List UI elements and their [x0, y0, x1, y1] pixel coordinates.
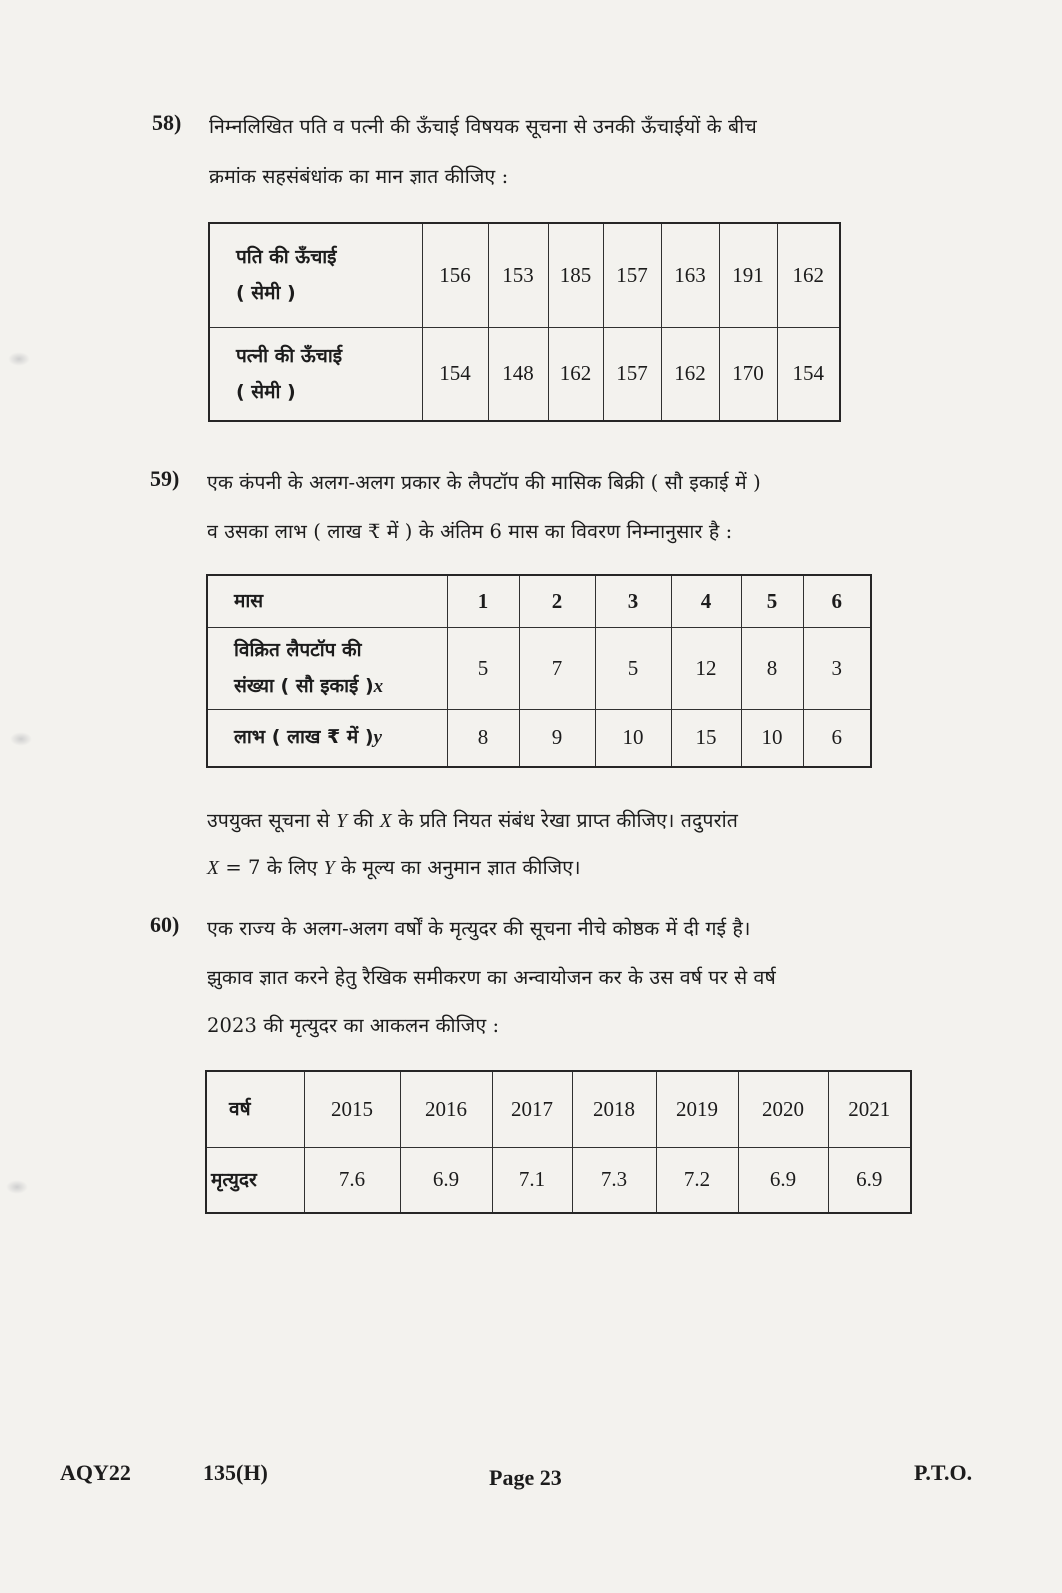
- laptop-sales-table: [206, 574, 872, 768]
- table-cell: 156: [422, 223, 488, 327]
- question-58-number: 58): [152, 110, 182, 135]
- text-segment: के प्रति नियत संबंध रेखा प्राप्त कीजिए। तदुपरांत: [391, 809, 738, 832]
- x-variable: x: [373, 675, 384, 697]
- x-variable: X: [379, 811, 392, 832]
- husband-height-label-unit: ( सेमी ): [236, 282, 296, 305]
- question-58-text-line2: क्रमांक सहसंबंधांक का मान ज्ञात कीजिए :: [209, 165, 509, 188]
- table-cell: 153: [488, 223, 548, 327]
- table-cell: 157: [603, 327, 661, 421]
- question-59-text-line2: व उसका लाभ ( लाख ₹ में ) के अंतिम 6 मास का विवरण निम्नानुसार है :: [207, 520, 733, 543]
- table-cell: 162: [661, 327, 719, 421]
- husband-height-row: [209, 223, 840, 327]
- x-variable: X: [207, 858, 220, 879]
- year-cell: 2021: [828, 1071, 911, 1147]
- month-cell: 1: [447, 575, 519, 627]
- laptops-sold-label-line1: विक्रित लैपटॉप की: [234, 638, 362, 661]
- year-row: [206, 1071, 911, 1147]
- wife-height-label-unit: ( सेमी ): [236, 380, 296, 403]
- table-cell: 5: [595, 627, 671, 709]
- year-label: वर्ष: [206, 1071, 304, 1147]
- table-cell: 154: [422, 327, 488, 421]
- pto-label: P.T.O.: [914, 1460, 973, 1485]
- rate-cell: 7.2: [656, 1147, 738, 1213]
- table-cell: 6: [803, 709, 871, 767]
- paper-code: AQY22: [60, 1460, 131, 1485]
- question-59-number: 59): [150, 466, 180, 491]
- month-cell: 2: [519, 575, 595, 627]
- table-cell: 10: [595, 709, 671, 767]
- table-cell: 3: [803, 627, 871, 709]
- year-cell: 2017: [492, 1071, 572, 1147]
- husband-height-label: [209, 223, 422, 327]
- table-cell: 148: [488, 327, 548, 421]
- table-cell: 12: [671, 627, 741, 709]
- table-cell: 5: [447, 627, 519, 709]
- table-cell: 15: [671, 709, 741, 767]
- rate-cell: 6.9: [738, 1147, 828, 1213]
- question-58-text-line1: निम्नलिखित पति व पत्नी की ऊँचाई विषयक सूचना से उनकी ऊँचाईयों के बीच: [209, 115, 757, 138]
- table-cell: 154: [777, 327, 840, 421]
- month-cell: 6: [803, 575, 871, 627]
- text-segment: = 7 के लिए: [219, 856, 324, 879]
- rate-cell: 7.6: [304, 1147, 400, 1213]
- month-row: [207, 575, 871, 627]
- table-cell: 185: [548, 223, 603, 327]
- year-cell: 2016: [400, 1071, 492, 1147]
- profit-row: [207, 709, 871, 767]
- profit-label: [207, 709, 447, 767]
- rate-cell: 7.3: [572, 1147, 656, 1213]
- wife-height-label: [209, 327, 422, 421]
- year-cell: 2015: [304, 1071, 400, 1147]
- laptops-sold-label: [207, 627, 447, 709]
- laptops-sold-row: [207, 627, 871, 709]
- height-table: [208, 222, 841, 422]
- question-60-number: 60): [150, 912, 180, 937]
- table-cell: 8: [741, 627, 803, 709]
- laptops-sold-label-line2: [234, 668, 447, 705]
- wife-height-label-main: पत्नी की ऊँचाई: [236, 344, 343, 367]
- paper-number: 135(H): [203, 1460, 268, 1485]
- husband-height-label-main: पति की ऊँचाई: [236, 246, 337, 269]
- text-segment: की: [347, 809, 380, 832]
- table-cell: 163: [661, 223, 719, 327]
- month-label: मास: [207, 575, 447, 627]
- y-variable: Y: [336, 811, 348, 832]
- table-cell: 8: [447, 709, 519, 767]
- staple-mark: [10, 732, 32, 746]
- table-cell: 10: [741, 709, 803, 767]
- rate-cell: 6.9: [400, 1147, 492, 1213]
- question-59-after-line1: [207, 806, 738, 833]
- wife-height-row: [209, 327, 840, 421]
- text-segment: उपयुक्त सूचना से: [207, 809, 337, 832]
- year-cell: 2020: [738, 1071, 828, 1147]
- table-cell: 191: [719, 223, 777, 327]
- y-variable: y: [373, 727, 382, 749]
- table-cell: 157: [603, 223, 661, 327]
- month-cell: 5: [741, 575, 803, 627]
- year-cell: 2018: [572, 1071, 656, 1147]
- rate-cell: 7.1: [492, 1147, 572, 1213]
- table-cell: 170: [719, 327, 777, 421]
- question-59-text-line1: एक कंपनी के अलग-अलग प्रकार के लैपटॉप की मासिक बिक्री ( सौ इकाई में ): [207, 471, 761, 494]
- question-60-text-line1: एक राज्य के अलग-अलग वर्षों के मृत्युदर की सूचना नीचे कोष्ठक में दी गई है।: [207, 917, 751, 940]
- question-60-text-line3: 2023 की मृत्युदर का आकलन कीजिए :: [207, 1014, 500, 1037]
- profit-label-text: लाभ ( लाख ₹ में ): [234, 726, 374, 749]
- month-cell: 3: [595, 575, 671, 627]
- y-variable: Y: [323, 858, 335, 879]
- staple-mark: [6, 1180, 28, 1194]
- death-rate-table: [205, 1070, 912, 1214]
- table-cell: 162: [777, 223, 840, 327]
- table-cell: 9: [519, 709, 595, 767]
- question-59-after-line2: [207, 853, 581, 880]
- page-number: Page 23: [489, 1465, 562, 1490]
- table-cell: 162: [548, 327, 603, 421]
- month-cell: 4: [671, 575, 741, 627]
- table-cell: 7: [519, 627, 595, 709]
- text-segment: के मूल्य का अनुमान ज्ञात कीजिए।: [334, 856, 581, 879]
- year-cell: 2019: [656, 1071, 738, 1147]
- question-60-text-line2: झुकाव ज्ञात करने हेतु रैखिक समीकरण का अन्वायोजन कर के उस वर्ष पर से वर्ष: [207, 966, 776, 989]
- death-rate-label: मृत्युदर: [206, 1147, 304, 1213]
- laptops-sold-label-unit: संख्या ( सौ इकाई ): [234, 674, 374, 697]
- staple-mark: [8, 352, 30, 366]
- rate-cell: 6.9: [828, 1147, 911, 1213]
- death-rate-row: [206, 1147, 911, 1213]
